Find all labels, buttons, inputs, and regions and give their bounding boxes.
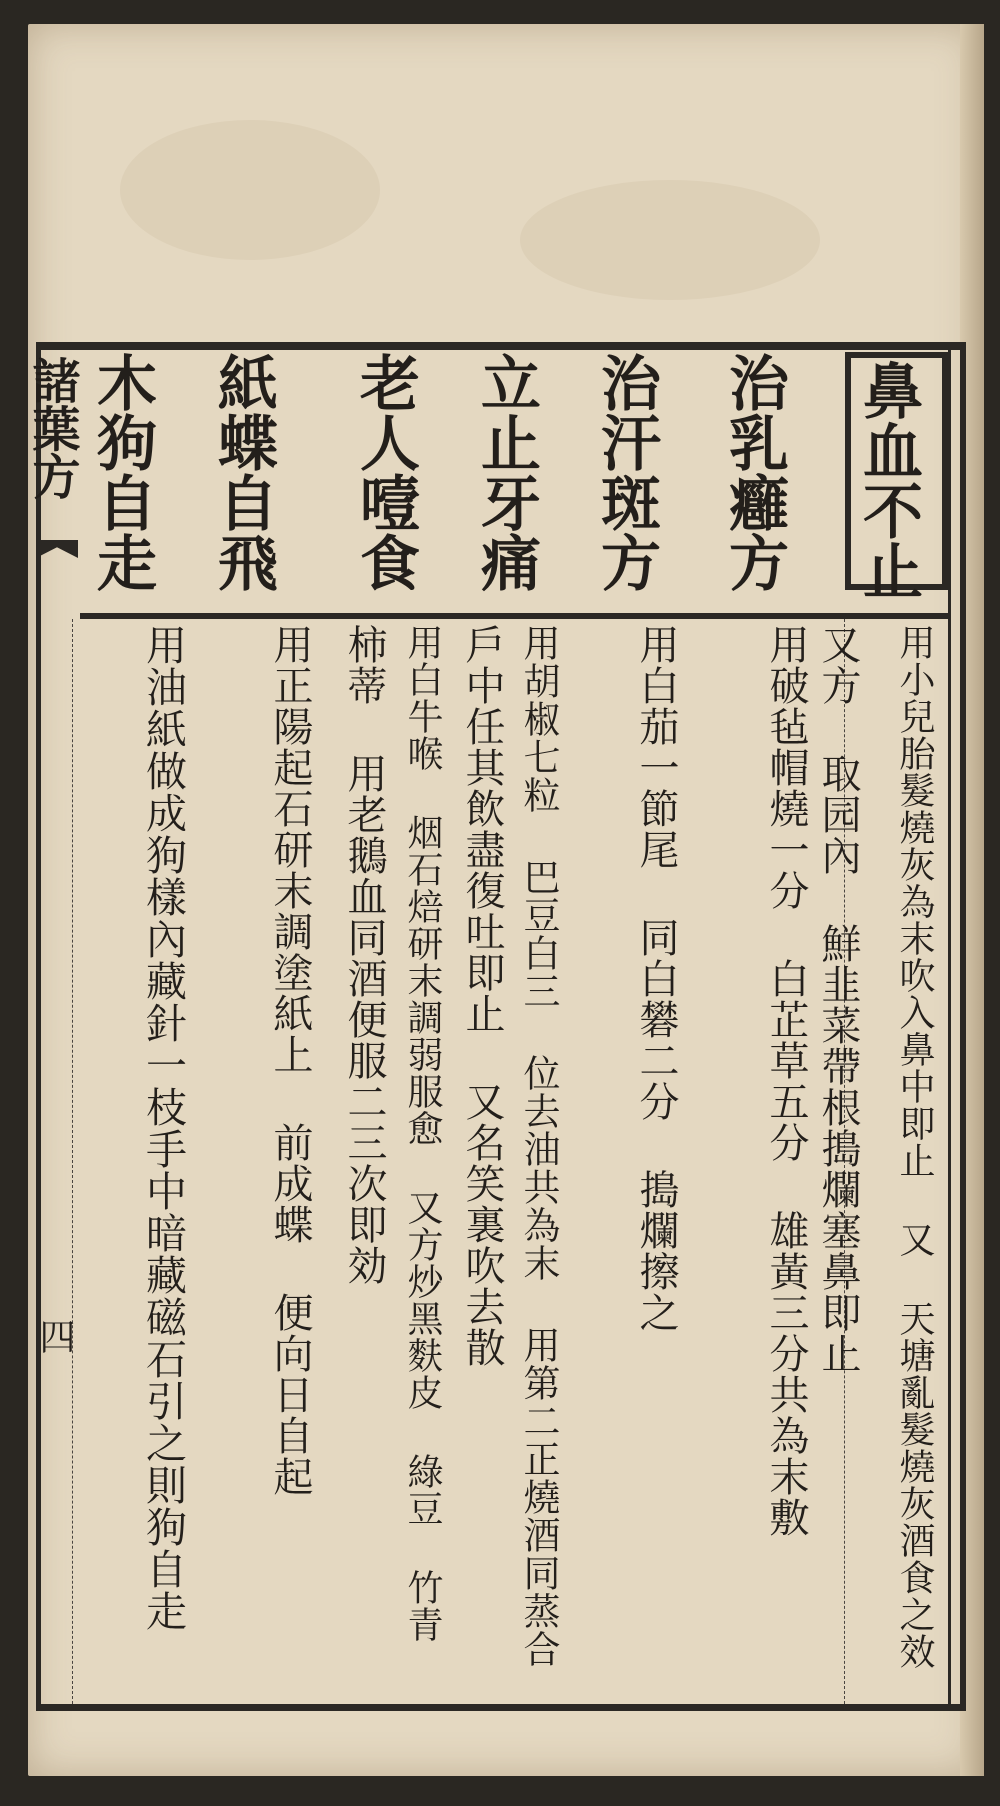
- margin-title: 諸葉方: [24, 356, 80, 500]
- text-column: 用白牛喉 烟石焙研末調弱服愈 又方炒黑麩皮 綠豆 竹青: [402, 624, 443, 1643]
- frame-top-border: [36, 342, 966, 350]
- text-column: 用油紙做成狗樣內藏針一枝手中暗藏磁石引之則狗自走: [139, 624, 187, 1632]
- heading-paper-butterfly: 紙蝶自飛: [208, 352, 278, 592]
- text-column: 又方 取园內 鮮韭菜帶根搗爛塞鼻即止: [815, 624, 861, 1374]
- text-column: 用白茄一節尾 同白礬二分 搗爛擦之: [633, 624, 679, 1333]
- text-column: 用正陽起石研末調塗紙上 前成蝶 便向日自起: [267, 624, 313, 1497]
- frame-bottom-border: [36, 1704, 966, 1711]
- paper-stain: [120, 120, 380, 260]
- heading-elderly-dysphagia: 老人噎食: [350, 352, 420, 592]
- heading-breast-abscess: 治乳癰方: [719, 352, 789, 592]
- heading-sweat-spots: 治汗斑方: [591, 352, 661, 592]
- text-column: 用破毡帽燒一分 白芷草五分 雄黃三分共為末敷: [763, 624, 809, 1538]
- heading-nosebleed: 鼻血不止: [853, 360, 923, 600]
- text-column: 戶中任其飲盡復吐即止 又名笑裏吹去散: [459, 624, 505, 1368]
- folio-number: 四: [34, 1318, 75, 1354]
- text-column: 用胡椒七粒 巴豆白三 位去油共為末 用第二正燒酒同蒸合: [517, 624, 560, 1668]
- heading-toothache: 立止牙痛: [471, 352, 541, 592]
- heading-wooden-dog: 木狗自走: [87, 352, 157, 592]
- text-column: 用小兒胎髮燒灰為末吹入鼻中即止 又 天塘亂髮燒灰酒食之效: [894, 624, 935, 1670]
- frame-right-inner-border: [948, 342, 951, 1711]
- frame-right-border: [960, 342, 966, 1711]
- paper-stain: [520, 180, 820, 300]
- text-column: 柿蒂 用老鵝血同酒便服二三次即効: [341, 624, 387, 1286]
- column-rule: [72, 619, 73, 1704]
- heading-divider-line: [80, 613, 950, 619]
